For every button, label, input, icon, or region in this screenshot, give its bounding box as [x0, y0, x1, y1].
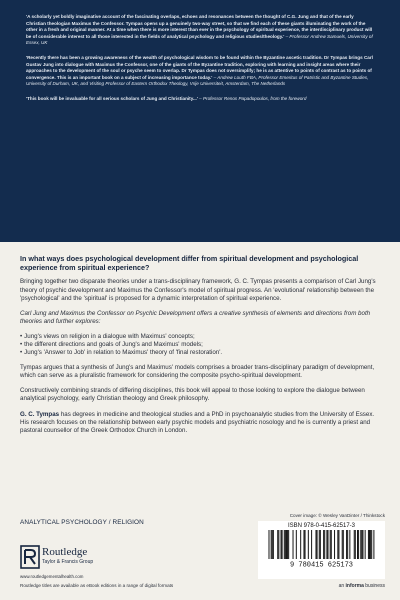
publisher-url[interactable]: www.routledgementalhealth.com [20, 574, 84, 579]
tagline-prefix: an [338, 583, 346, 589]
author-bio [20, 411, 380, 435]
topics-list [20, 333, 380, 357]
list-item: • Jung's views on religion in a dialogue with Maximus' concepts; [20, 333, 380, 341]
publisher-name: Routledge [42, 546, 88, 558]
endorsement-attribution: – Professor Renos Papadopoulos, from the foreword [199, 95, 307, 101]
endorsement-2 [26, 55, 374, 88]
description-paragraph: Carl Jung and Maximus the Confessor on Psychic Development offers a creative synthesis of elements and directions from both theories and further explores: [20, 309, 371, 325]
endorsement-attribution: – Professor Andrew Samuels, University of Essex, UK [26, 33, 373, 46]
isbn-label: ISBN 978-0-415-62517-3 [287, 523, 356, 529]
list-item: • the different directions and goals of Jung's and Maximus' models; [20, 341, 380, 349]
endorsement-1 [26, 14, 374, 47]
description-paragraph: Bringing together two disparate theories under a trans-disciplinary framework, G. C. Tympas presents a comparison of Carl Jung's theory of psychic development and Maximus the Confessor's model of spiritual progress. An 'evolutional' relationship between the 'psychological' and the 'spiritual' is proposed for a dynamic interpretation of spiritual experience. [20, 278, 376, 302]
list-item: • Jung's 'Answer to Job' in relation to Maximus' theory of 'final restoration'. [20, 349, 380, 357]
description-paragraph: Constructively combining strands of differing disciplines, this book will appeal to those looking to explore the dialogue between analytical psychology, early Christian theology and Greek philosophy. [20, 387, 365, 403]
publisher-logo [20, 545, 150, 579]
author-bio-text: has degrees in medicine and theological studies and a PhD in psychoanalytic studies from the University of Essex. His research focuses on the relationship between early psychic models and psychiatric nosology and he is currently a priest and pastoral counsellor of the Greek Orthodox Church in London. [20, 410, 375, 434]
endorsements-panel [0, 0, 400, 242]
endorsement-text: 'This book will be invaluable for all serious scholars of Jung and Christianity...' [26, 95, 198, 101]
author-name: G. C. Tympas [20, 410, 60, 418]
barcode-number: 9 780415 625173 [289, 561, 354, 568]
description-paragraph: Tympas argues that a synthesis of Jung's and Maximus' models comprises a broader trans-disciplinary paradigm of development, which can serve as a pluralistic framework for considering the composite psycho-spiritual development. [20, 364, 375, 380]
publisher-subtitle: Taylor & Francis Group [42, 559, 94, 565]
informa-tagline [339, 583, 385, 589]
endorsement-attribution: – Andrew Louth FBA, Professor Emeritus of Patristic and Byzantine Studies, University of Durham, UK, and Visiting Professor of Eastern Orthodox Theology, Vrije Universiteit, Amsterdam, The Netherlands [26, 74, 369, 87]
tagline-suffix: business [363, 583, 385, 589]
endorsement-text: 'A scholarly yet boldly imaginative account of the fascinating overlaps, echoes and resonances between the thought of C.G. Jung and that of the early Christian theologian Maximus the Confessor. Tympas opens up a genuinely two-way street, so that we find each of these giants illuminating the work of the other in a fresh and original manner. At a time when there is more interest than ever in the psychology of spiritual experience, the interdisciplinary product will be of considerable interest to all those interested in the fields of analytical psychology and religious studies/theology.' [26, 14, 373, 39]
routledge-logo-icon [20, 545, 40, 569]
endorsement-text: 'Recently there has been a growing awareness of the wealth of psychological wisdom to be found within the Byzantine ascetic tradition. Dr Tympas brings Carl Gustav Jung into dialogue with Maximus the Confessor, one of the giants of the Byzantine tradition, exploring with learning and insight areas where their approaches to the development of the soul or psyche seem to overlap. Dr Tympas does not oversimplify; he is as attentive to points of contrast as to points of convergence. This is an important book on a subject of increasing importance today.' [26, 54, 373, 80]
barcode-panel [258, 521, 385, 579]
informa-brand: informa [345, 583, 364, 589]
ebook-note: Routledge titles are available as eBook editions in a range of digital formats [20, 583, 174, 588]
cover-image-credit: Cover image: © Wesley VanDinter / Thinkstock [289, 513, 385, 518]
endorsement-3 [26, 96, 374, 103]
subject-category: ANALYTICAL PSYCHOLOGY / RELIGION [20, 519, 144, 526]
lead-question: In what ways does psychological development differ from spiritual development and psychological experience from spiritual experience? [20, 254, 359, 273]
barcode-icon [264, 530, 379, 568]
